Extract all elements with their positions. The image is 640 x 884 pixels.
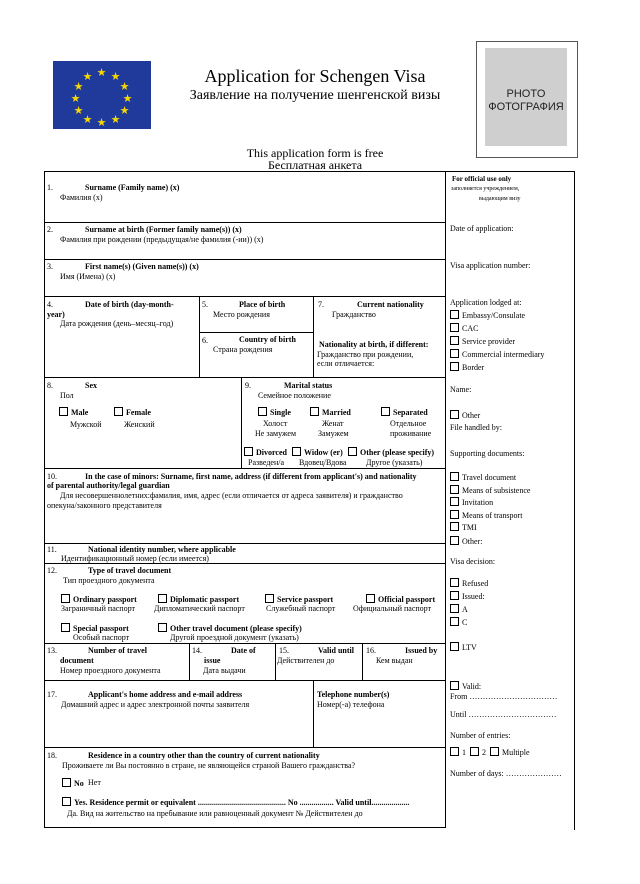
field-label-ru: проживание xyxy=(390,429,432,438)
other-option[interactable]: Other xyxy=(450,410,480,421)
valid-from: From …………………………… xyxy=(450,692,558,701)
checkbox-icon[interactable] xyxy=(158,594,167,603)
free-notice-ru: Бесплатная анкета xyxy=(267,158,363,172)
decision-option[interactable]: C xyxy=(450,617,467,628)
field-label-ru: Проживаете ли Вы постоянно в стране, не являющейся страной Вашего гражданства? xyxy=(62,761,356,770)
doc-official-option[interactable]: Official passport xyxy=(366,594,435,605)
field-label-ru: Фамилия (x) xyxy=(60,193,103,202)
checkbox-icon[interactable] xyxy=(114,407,123,416)
field-label-ru: Дата выдачи xyxy=(203,666,246,675)
field-label: Sex xyxy=(85,381,97,390)
field-label-ru: Другой проездной документ (указать) xyxy=(170,633,299,642)
visa-application-number-label: Visa application number: xyxy=(450,261,531,270)
checkbox-icon[interactable] xyxy=(381,407,390,416)
field-label: Residence in a country other than the country of current nationality xyxy=(88,751,320,760)
checkbox-icon[interactable] xyxy=(450,604,459,613)
doc-option[interactable]: Means of subsistence xyxy=(450,485,530,496)
free-notice: This application form is free xyxy=(246,146,384,160)
doc-option[interactable]: Travel document xyxy=(450,472,516,483)
doc-service-option[interactable]: Service passport xyxy=(265,594,333,605)
field-label-ru: Заграничный паспорт xyxy=(61,604,135,613)
residence-no-option[interactable]: No xyxy=(62,778,84,789)
field-label-ru: Особый паспорт xyxy=(73,633,130,642)
field-label-ru: Официальный паспорт xyxy=(353,604,432,613)
checkbox-icon[interactable] xyxy=(244,447,253,456)
field-number: 9. xyxy=(245,381,251,390)
marital-single-option[interactable]: Single xyxy=(258,407,291,418)
handled-by-label: File handled by: xyxy=(450,423,502,432)
field-label-ru: Пол xyxy=(60,391,74,400)
field-number: 3. xyxy=(47,262,53,271)
field-surname[interactable] xyxy=(44,171,446,223)
field-label-ru: Замужем xyxy=(318,429,349,438)
checkbox-icon[interactable] xyxy=(61,623,70,632)
field-label-ru: Идентификационный номер (если имеется) xyxy=(61,554,209,563)
marital-widow-option[interactable]: Widow (er) xyxy=(292,447,343,458)
field-label-ru: Номер(-а) телефона xyxy=(317,700,385,709)
official-use-subtitle: заполняется учреждением, xyxy=(451,186,520,192)
field-label-ru: Нет xyxy=(88,778,101,787)
field-label-ru: Страна рождения xyxy=(213,345,273,354)
field-label: Number of travel xyxy=(88,646,147,655)
field-label-ru: Тип проездного документа xyxy=(63,576,155,585)
doc-other-option[interactable]: Other travel document (please specify) xyxy=(158,623,302,634)
checkbox-icon[interactable] xyxy=(450,485,459,494)
field-number: 5. xyxy=(202,300,208,309)
checkbox-icon[interactable] xyxy=(450,522,459,531)
field-label: Telephone number(s) xyxy=(317,690,390,699)
lodged-option[interactable]: Embassy/Consulate xyxy=(450,310,525,321)
field-label: Place of birth xyxy=(239,300,286,309)
photo-label-ru: ФОТОГРАФИЯ xyxy=(488,101,564,113)
checkbox-icon[interactable] xyxy=(265,594,274,603)
checkbox-icon[interactable] xyxy=(450,336,459,345)
photo-label: PHOTO xyxy=(506,88,546,100)
checkbox-icon[interactable] xyxy=(450,642,459,651)
checkbox-icon[interactable] xyxy=(450,497,459,506)
field-label-ru: Гражданство xyxy=(332,310,376,319)
visa-decision-label: Visa decision: xyxy=(450,557,496,566)
field-label: Surname at birth (Former family name(s)) (x) xyxy=(85,225,242,234)
official-use-subtitle2: выдающим визу xyxy=(479,196,521,202)
checkbox-icon[interactable] xyxy=(450,510,459,519)
lodged-option[interactable]: Service provider xyxy=(450,336,515,347)
field-label: Date of xyxy=(231,646,256,655)
doc-option[interactable]: TMI xyxy=(450,522,477,533)
checkbox-icon[interactable] xyxy=(292,447,301,456)
marital-divorced-option[interactable]: Divorced xyxy=(244,447,287,458)
field-label-ru: Отдельное xyxy=(390,419,427,428)
field-number: 11. xyxy=(47,545,57,554)
field-label: year) xyxy=(47,310,65,319)
checkbox-icon[interactable] xyxy=(490,747,499,756)
doc-option[interactable]: Means of transport xyxy=(450,510,522,521)
field-label-ru: Номер проездного документа xyxy=(60,666,161,675)
checkbox-icon[interactable] xyxy=(450,323,459,332)
field-label-ru: Мужской xyxy=(70,420,102,429)
field-number: 6. xyxy=(202,336,208,345)
field-number: 2. xyxy=(47,225,53,234)
ltv-option[interactable]: LTV xyxy=(450,642,477,653)
field-label-ru: Служебный паспорт xyxy=(266,604,336,613)
decision-option[interactable]: A xyxy=(450,604,468,615)
checkbox-icon[interactable] xyxy=(470,747,479,756)
field-number: 17. xyxy=(47,690,57,699)
marital-other-option[interactable]: Other (please specify) xyxy=(348,447,434,458)
supporting-docs-label: Supporting documents: xyxy=(450,449,525,458)
field-number: 10. xyxy=(47,472,57,481)
entries-options[interactable]: 1 2 Multiple xyxy=(450,747,530,758)
field-number: 18. xyxy=(47,751,57,760)
checkbox-icon[interactable] xyxy=(450,362,459,371)
field-number: 12. xyxy=(47,566,57,575)
field-label: Applicant's home address and e-mail address xyxy=(88,690,243,699)
checkbox-icon[interactable] xyxy=(348,447,357,456)
field-label-ru: Дата рождения (день–месяц–год) xyxy=(60,319,174,328)
field-label-ru: Вдовец/Вдова xyxy=(299,458,347,467)
field-number: 8. xyxy=(47,381,53,390)
field-label: Date of birth (day-month- xyxy=(85,300,174,309)
field-label-ru: Да. Вид на жительство на пребывание или равноценный документ № Действителен до xyxy=(67,809,363,818)
field-label: of parental authority/legal guardian xyxy=(47,481,170,490)
field-label: First name(s) (Given name(s)) (x) xyxy=(85,262,199,271)
field-label-ru: Имя (Имена) (x) xyxy=(60,272,116,281)
lodged-option[interactable]: CAC xyxy=(450,323,478,334)
field-label-ru: Гражданство при рождении, xyxy=(317,350,414,359)
checkbox-icon[interactable] xyxy=(62,778,71,787)
field-label-ru: Не замужем xyxy=(255,429,297,438)
decision-option[interactable]: Issued: xyxy=(450,591,485,602)
field-label-ru: Женат xyxy=(322,419,344,428)
field-label: Country of birth xyxy=(239,335,296,344)
lodged-option[interactable]: Commercial intermediary xyxy=(450,349,544,360)
field-label: Marital status xyxy=(284,381,333,390)
doc-option[interactable]: Other: xyxy=(450,536,482,547)
field-label: Valid until xyxy=(318,646,354,655)
field-label: Current nationality xyxy=(357,300,424,309)
field-label-ru: Для несовершеннолетних:фамилия, имя, адрес (если отличается от адреса заявителя) и гражданство xyxy=(60,491,403,500)
checkbox-icon[interactable] xyxy=(450,472,459,481)
field-label-ru: если отличается: xyxy=(317,359,375,368)
checkbox-icon[interactable] xyxy=(450,410,459,419)
field-number: 7. xyxy=(318,300,324,309)
field-label: Nationality at birth, if different: xyxy=(319,340,429,349)
marital-married-option[interactable]: Married xyxy=(310,407,351,418)
sex-male-option[interactable]: Male xyxy=(59,407,88,418)
field-number: 1. xyxy=(47,183,53,192)
number-of-days-label: Number of days: ………………… xyxy=(450,769,562,778)
valid-option[interactable]: Valid: xyxy=(450,681,481,692)
checkbox-icon[interactable] xyxy=(366,594,375,603)
field-label: Type of travel document xyxy=(88,566,172,575)
field-label: Surname (Family name) (x) xyxy=(85,183,180,192)
field-label-ru: Место рождения xyxy=(213,310,270,319)
field-label-ru: Домашний адрес и адрес электронной почты заявителя xyxy=(61,700,250,709)
decision-option[interactable]: Refused xyxy=(450,578,488,589)
date-of-application-label: Date of application: xyxy=(450,224,514,233)
sex-female-option[interactable]: Female xyxy=(114,407,151,418)
lodged-at-label: Application lodged at: xyxy=(450,298,522,307)
field-label-ru: Семейное положение xyxy=(258,391,331,400)
field-number: 13. xyxy=(47,646,57,655)
field-label: National identity number, where applicable xyxy=(88,545,236,554)
doc-special-option[interactable]: Special passport xyxy=(61,623,129,634)
valid-until: Until …………………………… xyxy=(450,710,557,719)
checkbox-icon[interactable] xyxy=(158,623,167,632)
field-label: document xyxy=(60,656,94,665)
field-label-ru: Другое (указать) xyxy=(366,458,423,467)
checkbox-icon[interactable] xyxy=(450,349,459,358)
field-label-ru: Холост xyxy=(263,419,288,428)
checkbox-icon[interactable] xyxy=(450,747,459,756)
photo-box xyxy=(476,41,578,158)
field-label-ru: Дипломатический паспорт xyxy=(154,604,245,613)
checkbox-icon[interactable] xyxy=(450,536,459,545)
field-label: Issued by xyxy=(405,646,438,655)
name-label: Name: xyxy=(450,385,472,394)
checkbox-icon[interactable] xyxy=(450,591,459,600)
checkbox-icon[interactable] xyxy=(258,407,267,416)
checkbox-icon[interactable] xyxy=(450,617,459,626)
field-label-ru: Женский xyxy=(124,420,155,429)
number-of-entries-label: Number of entries: xyxy=(450,731,511,740)
eu-flag-logo: ★ ★ ★ ★ ★ ★ ★ ★ ★ ★ ★ ★ xyxy=(53,61,151,129)
checkbox-icon[interactable] xyxy=(450,310,459,319)
field-label: In the case of minors: Surname, first name, address (if different from applicant's) and nationality xyxy=(85,472,417,481)
checkbox-icon[interactable] xyxy=(59,407,68,416)
checkbox-icon[interactable] xyxy=(450,681,459,690)
field-number: 15. xyxy=(279,646,289,655)
field-label-ru: Кем выдан xyxy=(376,656,413,665)
page-title: Application for Schengen Visa xyxy=(204,66,426,86)
doc-ordinary-option[interactable]: Ordinary passport xyxy=(61,594,137,605)
doc-diplomatic-option[interactable]: Diplomatic passport xyxy=(158,594,239,605)
field-label-ru: опекуна/законного представителя xyxy=(47,501,162,510)
checkbox-icon[interactable] xyxy=(61,594,70,603)
field-label: issue xyxy=(204,656,221,665)
field-label-ru: Действителен до xyxy=(277,656,335,665)
field-label-ru: Разведен/а xyxy=(248,458,285,467)
official-use-title: For official use only xyxy=(452,175,512,183)
checkbox-icon[interactable] xyxy=(62,797,71,806)
field-number: 4. xyxy=(47,300,53,309)
field-label-ru: Фамилия при рождении (предыдущая/не фамилия (-ии)) (x) xyxy=(60,235,264,244)
lodged-option[interactable]: Border xyxy=(450,362,484,373)
residence-yes-option[interactable]: Yes. Residence permit or equivalent ............................................ No ................. Valid until................... xyxy=(62,797,409,808)
checkbox-icon[interactable] xyxy=(450,578,459,587)
page-title-ru: Заявление на получение шенгенской визы xyxy=(189,88,441,103)
doc-option[interactable]: Invitation xyxy=(450,497,493,508)
field-number: 14. xyxy=(192,646,202,655)
checkbox-icon[interactable] xyxy=(310,407,319,416)
field-number: 16. xyxy=(366,646,376,655)
marital-separated-option[interactable]: Separated xyxy=(381,407,428,418)
